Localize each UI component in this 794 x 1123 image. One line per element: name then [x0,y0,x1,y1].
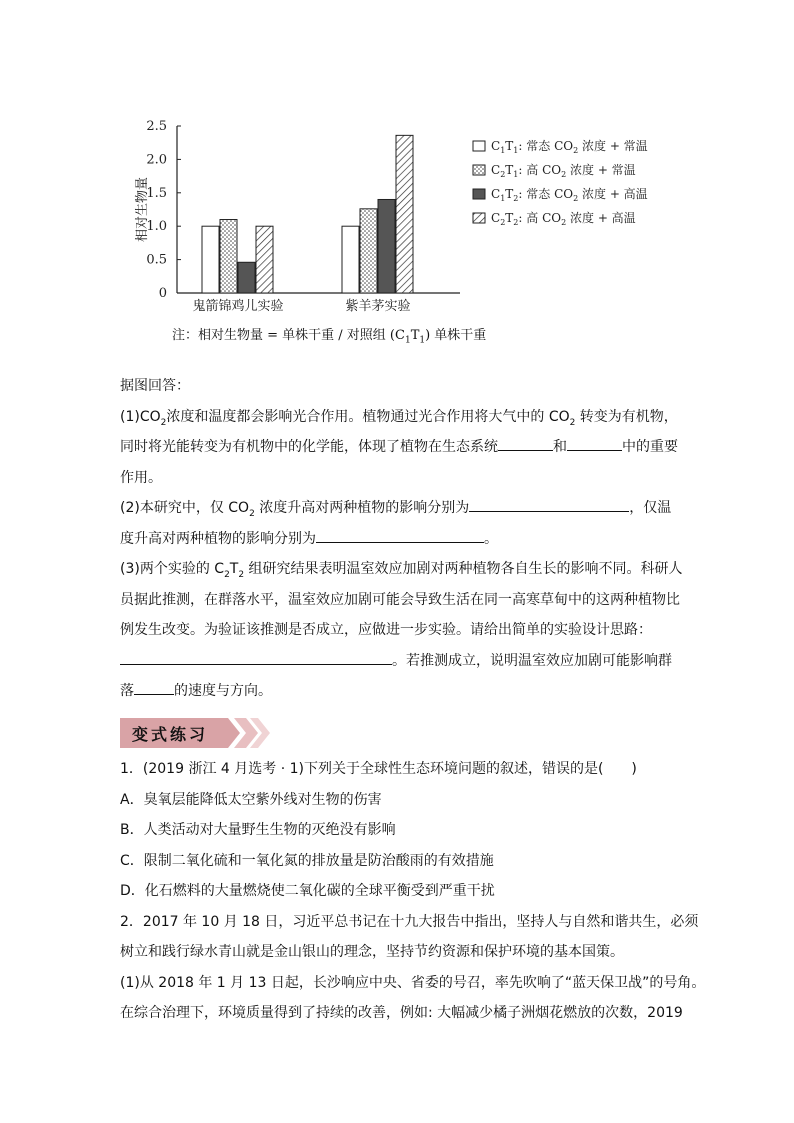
bar-chart [130,112,670,350]
answer-blank[interactable] [120,647,392,665]
exercise-1-option-b: B．人类活动对大量野生生物的灭绝没有影响 [120,822,396,838]
bar [202,226,219,293]
answer-blank[interactable] [498,433,553,451]
chart-bars [202,135,413,293]
bar [360,209,377,293]
legend-label: $C_1T_2$: 常态 $CO_2$ 浓度 + 高温 [491,187,648,203]
exercise-1-option-c: C．限制二氧化硫和一氧化氮的排放量是防治酸雨的有效措施 [120,852,494,869]
q3-line-1: (3)两个实验的 $C_2T_2$ 组研究结果表明温室效应加剧对两种植物各自生长的影响不同。科研人 [120,561,683,580]
chart-note: 注：相对生物量 = 单株干重 / 对照组 $(C_1T_1)$ 单株干重 [172,328,487,346]
y-axis-label: 相对生物量 [135,176,150,243]
legend-label: $C_2T_2$: 高 $CO_2$ 浓度 + 高温 [491,211,636,227]
y-tick-label: 2.0 [146,152,167,168]
bar-chart-svg [130,112,670,322]
legend-label: $C_1T_1$: 常态 $CO_2$ 浓度 + 常温 [491,139,648,155]
legend-swatch [473,141,485,151]
q3-line-2: 员据此推测，在群落水平，温室效应加剧可能会导致生活在同一高寒草甸中的这两种植物比 [120,591,680,608]
bar [396,135,413,293]
q3-line-5: 落 的速度与方向。 [120,676,676,707]
bar [256,226,273,293]
question-section [120,371,683,707]
x-category-label: 紫羊茅实验 [345,299,411,314]
q3-line-4: 。若推测成立，说明温室效应加剧可能影响群 [120,646,676,677]
q2-line-1: (2)本研究中，仅 $CO_2$ 浓度升高对两种植物的影响分别为 ，仅温 [120,493,676,524]
q1-line-2: 同时将光能转变为有机物中的化学能，体现了植物在生态系统 和 中的重要 [120,432,676,463]
prompt-text: 据图回答： [120,378,190,394]
section-banner [120,716,272,750]
y-tick-label: 2.5 [146,119,167,134]
chart-legend [473,138,648,227]
banner-title: 变式练习 [132,725,209,744]
exercise-2-line-2: 树立和践行绿水青山就是金山银山的理念，坚持节约资源和保护环境的基本国策。 [120,944,624,960]
x-category-label: 鬼箭锦鸡儿实验 [192,299,284,314]
y-tick-label: 0 [158,286,167,301]
exercise-1-stem: 1．(2019 浙江 4 月选考 · 1)下列关于全球性生态环境问题的叙述，错误的是( ) [120,761,637,777]
q1-line-3: 作用。 [120,469,162,486]
q3-line-3: 例发生改变。为验证该推测是否成立，应做进一步实验。请给出简单的实验设计思路： [120,622,652,638]
legend-swatch [473,165,485,175]
answer-blank[interactable] [316,525,484,543]
y-tick-label: 1.5 [146,185,167,201]
exercise-2-line-3: (1)从 2018 年 1 月 13 日起，长沙响应中央、省委的号召，率先吹响了“蓝天保卫战”的号角。 [120,974,706,991]
exercise-1-option-a: A．臭氧层能降低太空紫外线对生物的伤害 [120,791,382,808]
y-tick-label: 1.0 [146,219,167,235]
exercise-2-line-1: 2．2017 年 10 月 18 日，习近平总书记在十九大报告中指出，坚持人与自然和谐共生，必须 [120,913,699,930]
bar [238,262,255,293]
exercise-section [120,754,706,1029]
answer-blank[interactable] [567,433,622,451]
q2-line-2: 度升高对两种植物的影响分别为 。 [120,524,676,555]
bar [220,220,237,293]
bar [342,226,359,293]
exercise-2-line-4: 在综合治理下，环境质量得到了持续的改善，例如: 大幅减少橘子洲烟花燃放的次数，2019 [120,1005,683,1021]
legend-swatch [473,213,485,223]
bar [378,199,395,293]
answer-blank[interactable] [469,494,629,512]
y-tick-label: 0.5 [146,252,167,268]
legend-swatch [473,189,485,199]
legend-label: $C_2T_1$: 高 $CO_2$ 浓度 + 常温 [491,163,636,179]
q1-line-1: $(1)CO_2$浓度和温度都会影响光合作用。植物通过光合作用将大气中的 $CO_2$ 转变为有机物， [120,408,678,428]
answer-blank[interactable] [134,677,174,695]
exercise-1-option-d: D．化石燃料的大量燃烧使二氧化碳的全球平衡受到严重干扰 [120,883,495,899]
